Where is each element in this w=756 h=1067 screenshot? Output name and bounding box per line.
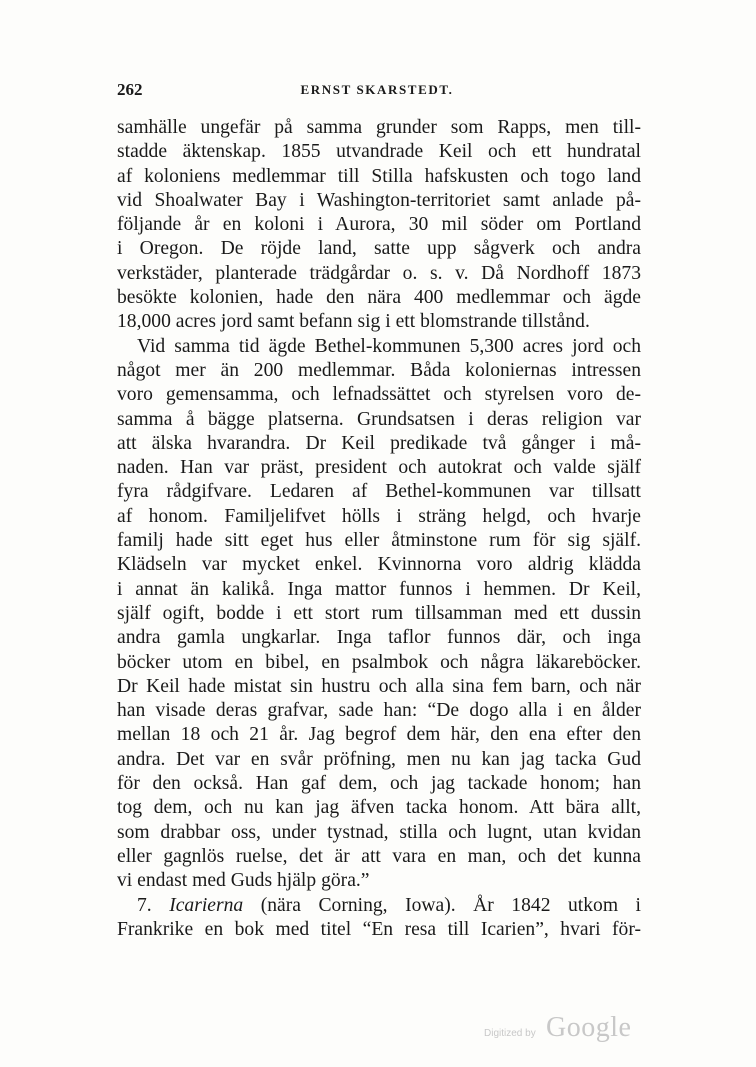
text-line: i annat än kalikå. Inga mattor funnos i hemmen. Dr Keil, <box>117 578 641 600</box>
text-line: för den också. Han gaf dem, och jag tackade honom; han <box>117 773 641 795</box>
page-header <box>117 80 637 104</box>
text-line: af honom. Familjelifvet hölls i sträng helgd, och hvarje <box>117 505 641 527</box>
text-line: han visade deras grafvar, sade han: “De dogo alla i en ålder <box>117 700 641 722</box>
text-line: familj hade sitt eget hus eller åtminstone rum för sig själf. <box>117 530 641 552</box>
text-line: tog dem, och nu kan jag äfven tacka honom. Att bära allt, <box>117 797 641 819</box>
body-text <box>117 116 641 942</box>
text-line: något mer än 200 medlemmar. Båda koloniernas intressen <box>117 359 641 381</box>
google-logo: Google <box>546 1012 632 1043</box>
text-line: eller gagnlös ruelse, det är att vara en man, och det kunna <box>117 845 641 867</box>
page-number: 262 <box>117 80 143 99</box>
paragraph-start-line: Vid samma tid ägde Bethel-kommunen 5,300 acres jord och <box>137 335 641 357</box>
text-line: samma å bägge platserna. Grundsatsen i deras religion var <box>117 408 641 430</box>
text-line: följande år en koloni i Aurora, 30 mil söder om Portland <box>117 214 641 236</box>
text-line: verkstäder, planterade trädgårdar o. s. v. Då Nordhoff 1873 <box>117 262 641 284</box>
text-line: voro gemensamma, och lefnadssättet och styrelsen voro de- <box>117 384 641 406</box>
text-line: Klädseln var mycket enkel. Kvinnorna voro aldrig klädda <box>117 554 641 576</box>
section-title: Icarierna <box>169 894 244 916</box>
section-number: 7. <box>137 894 152 916</box>
text-line: själf ogift, bodde i ett stort rum tillsamman med ett dussin <box>117 602 641 624</box>
text-line: i Oregon. De röjde land, satte upp sågverk och andra <box>117 238 641 260</box>
text-line: som drabbar oss, under tystnad, stilla och lugnt, utan kvidan <box>117 821 641 843</box>
text-line: böcker utom en bibel, en psalmbok och några läkareböcker. <box>117 651 641 673</box>
text-line: samhälle ungefär på samma grunder som Rapps, men till- <box>117 117 641 138</box>
text-line: 18,000 acres jord samt befann sig i ett blomstrande tillstånd. <box>117 311 590 333</box>
watermark-small-text: Digitized by <box>484 1028 536 1039</box>
text-line: vid Shoalwater Bay i Washington-territoriet samt anlade på- <box>117 189 641 211</box>
text-line: stadde äktenskap. 1855 utvandrade Keil och ett hundratal <box>117 141 641 163</box>
text-line: fyra rådgifvare. Ledaren af Bethel-kommunen var tillsatt <box>117 481 641 503</box>
section-heading-rest: (nära Corning, Iowa). År 1842 utkom i <box>260 894 641 916</box>
text-line: besökte kolonien, hade den nära 400 medlemmar och ägde <box>117 287 641 309</box>
text-line: vi endast med Guds hjälp göra.” <box>117 870 370 892</box>
text-line: naden. Han var präst, president och autokrat och valde själf <box>117 457 641 479</box>
text-line: andra gamla ungkarlar. Inga taflor funnos där, och inga <box>117 627 641 649</box>
digitized-by-google-watermark <box>484 1012 654 1046</box>
text-line: mellan 18 och 21 år. Jag begrof dem här, den ena efter den <box>117 724 641 746</box>
text-line: Dr Keil hade mistat sin hustru och alla sina fem barn, och när <box>117 675 641 697</box>
running-head: ERNST SKARSTEDT. <box>300 82 454 97</box>
text-line: att älska hvarandra. Dr Keil predikade två gånger i må- <box>117 432 641 454</box>
text-line: Frankrike en bok med titel “En resa till Icarien”, hvari för- <box>117 918 641 940</box>
text-line: af koloniens medlemmar till Stilla hafskusten och togo land <box>117 165 641 187</box>
section-heading-line <box>117 894 641 918</box>
text-line: andra. Det var en svår pröfning, men nu kan jag tacka Gud <box>117 748 641 770</box>
